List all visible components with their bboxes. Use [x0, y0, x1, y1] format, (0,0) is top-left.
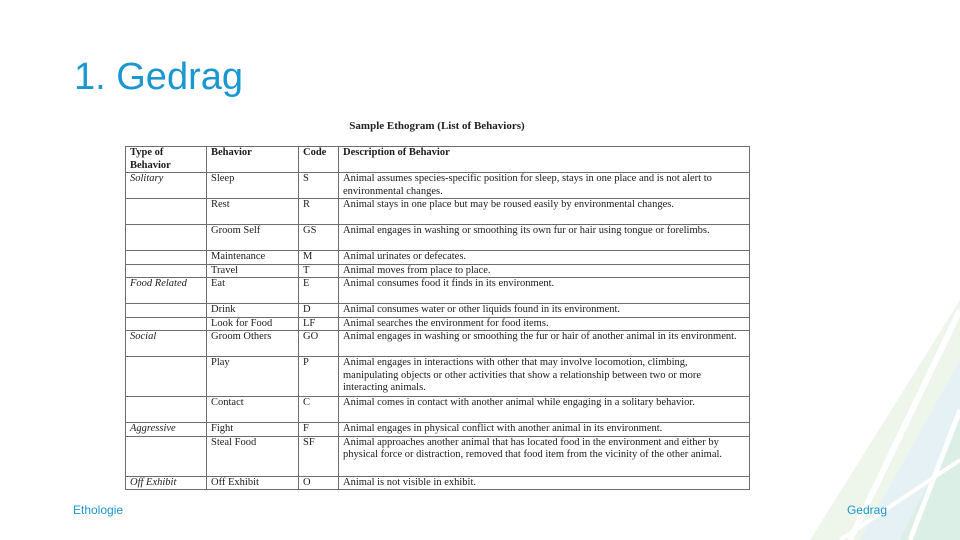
cell-description: Animal engages in washing or smoothing the fur or hair of another animal in its environment.: [339, 331, 750, 357]
cell-description: Animal is not visible in exhibit.: [339, 476, 750, 490]
cell-code: S: [299, 173, 339, 199]
cell-type: [126, 357, 207, 397]
cell-type: [126, 436, 207, 476]
header-type: Type of Behavior: [126, 147, 207, 173]
cell-type: Solitary: [126, 173, 207, 199]
cell-behavior: Groom Self: [207, 225, 299, 251]
cell-behavior: Eat: [207, 278, 299, 304]
cell-code: LF: [299, 317, 339, 331]
cell-type: Social: [126, 331, 207, 357]
cell-code: O: [299, 476, 339, 490]
cell-code: D: [299, 304, 339, 318]
cell-behavior: Groom Others: [207, 331, 299, 357]
cell-code: E: [299, 278, 339, 304]
cell-behavior: Look for Food: [207, 317, 299, 331]
slide-title: 1. Gedrag: [74, 56, 243, 98]
table-row: [126, 357, 750, 397]
ethogram-table: [125, 146, 750, 490]
table-row: [126, 199, 750, 225]
cell-type: [126, 225, 207, 251]
cell-type: Food Related: [126, 278, 207, 304]
cell-description: Animal moves from place to place.: [339, 264, 750, 278]
cell-behavior: Contact: [207, 397, 299, 423]
table-row: [126, 304, 750, 318]
cell-description: Animal stays in one place but may be roused easily by environmental changes.: [339, 199, 750, 225]
table-row: [126, 476, 750, 490]
table-row: [126, 251, 750, 265]
cell-code: GO: [299, 331, 339, 357]
table-row: [126, 423, 750, 437]
table-row: [126, 264, 750, 278]
table-row: [126, 225, 750, 251]
header-code: Code: [299, 147, 339, 173]
cell-code: T: [299, 264, 339, 278]
table-row: [126, 436, 750, 476]
footer-section-label: Gedrag: [846, 503, 887, 517]
cell-type: Aggressive: [126, 423, 207, 437]
cell-behavior: Rest: [207, 199, 299, 225]
cell-type: [126, 317, 207, 331]
cell-behavior: Maintenance: [207, 251, 299, 265]
cell-code: SF: [299, 436, 339, 476]
cell-behavior: Steal Food: [207, 436, 299, 476]
cell-description: Animal assumes species-specific position for sleep, stays in one place and is not alert to environmental changes.: [339, 173, 750, 199]
cell-description: Animal searches the environment for food items.: [339, 317, 750, 331]
cell-behavior: Travel: [207, 264, 299, 278]
cell-code: R: [299, 199, 339, 225]
cell-description: Animal engages in physical conflict with another animal in its environment.: [339, 423, 750, 437]
cell-description: Animal engages in washing or smoothing its own fur or hair using tongue or forelimbs.: [339, 225, 750, 251]
cell-description: Animal comes in contact with another animal while engaging in a solitary behavior.: [339, 397, 750, 423]
footer-course-label: Ethologie: [73, 503, 124, 517]
cell-type: Off Exhibit: [126, 476, 207, 490]
cell-type: [126, 304, 207, 318]
cell-description: Animal engages in interactions with other that may involve locomotion, climbing, manipulating objects or other activities that show a relationship between two or more interacting animals.: [339, 357, 750, 397]
cell-description: Animal approaches another animal that has located food in the environment and either by physical force or distraction, removed that food item from the vicinity of the other animal.: [339, 436, 750, 476]
cell-code: GS: [299, 225, 339, 251]
table-row: [126, 397, 750, 423]
cell-type: [126, 397, 207, 423]
table-row: [126, 317, 750, 331]
cell-type: [126, 199, 207, 225]
header-description: Description of Behavior: [339, 147, 750, 173]
cell-type: [126, 251, 207, 265]
cell-code: M: [299, 251, 339, 265]
cell-code: C: [299, 397, 339, 423]
cell-type: [126, 264, 207, 278]
cell-behavior: Off Exhibit: [207, 476, 299, 490]
table-body: [126, 173, 750, 490]
document-title: Sample Ethogram (List of Behaviors): [349, 120, 525, 132]
table-row: [126, 331, 750, 357]
table-row: [126, 173, 750, 199]
cell-description: Animal urinates or defecates.: [339, 251, 750, 265]
cell-behavior: Sleep: [207, 173, 299, 199]
table-header-row: [126, 147, 750, 173]
table-row: [126, 278, 750, 304]
cell-behavior: Play: [207, 357, 299, 397]
cell-code: F: [299, 423, 339, 437]
cell-description: Animal consumes water or other liquids found in its environment.: [339, 304, 750, 318]
cell-behavior: Drink: [207, 304, 299, 318]
cell-description: Animal consumes food it finds in its environment.: [339, 278, 750, 304]
cell-code: P: [299, 357, 339, 397]
header-behavior: Behavior: [207, 147, 299, 173]
cell-behavior: Fight: [207, 423, 299, 437]
